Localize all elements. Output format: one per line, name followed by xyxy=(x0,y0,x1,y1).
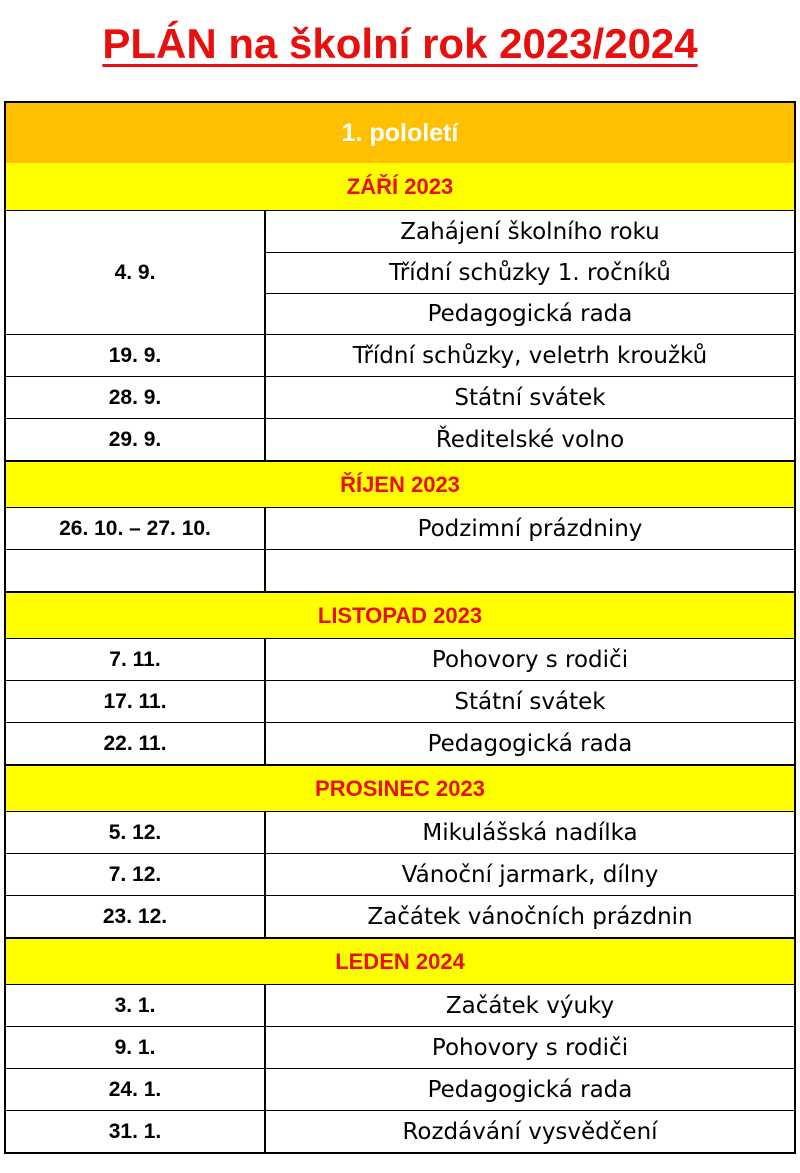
schedule-row xyxy=(6,376,794,418)
date-cell: 7. 12. xyxy=(6,854,266,895)
date-cell: 22. 11. xyxy=(6,723,266,764)
events-cell xyxy=(266,812,794,853)
events-cell xyxy=(266,723,794,764)
date-cell: 4. 9. xyxy=(6,211,266,334)
date-cell: 9. 1. xyxy=(6,1027,266,1068)
events-cell xyxy=(266,1111,794,1152)
schedule-row xyxy=(6,680,794,722)
schedule-row xyxy=(6,895,794,937)
schedule-row xyxy=(6,1068,794,1110)
event-item: Zahájení školního roku xyxy=(400,218,660,245)
date-cell: 24. 1. xyxy=(6,1069,266,1110)
schedule-row xyxy=(6,1026,794,1068)
events-cell xyxy=(266,681,794,722)
schedule-row xyxy=(6,812,794,853)
date-cell: 28. 9. xyxy=(6,377,266,418)
semester-header: 1. pololetí xyxy=(6,103,794,163)
month-header: ZÁŘÍ 2023 xyxy=(6,163,794,211)
event-item: Pedagogická rada xyxy=(266,293,794,334)
schedule-row xyxy=(6,508,794,549)
date-cell: 26. 10. – 27. 10. xyxy=(6,508,266,549)
months-container xyxy=(6,163,794,1152)
event-item: Rozdávání vysvědčení xyxy=(402,1118,658,1145)
event-item: Státní svátek xyxy=(454,384,606,411)
events-cell xyxy=(266,377,794,418)
event-item: Ředitelské volno xyxy=(435,426,625,453)
date-cell: 3. 1. xyxy=(6,985,266,1026)
event-item: Třídní schůzky 1. ročníků xyxy=(266,252,794,293)
events-cell xyxy=(266,419,794,460)
events-cell xyxy=(266,508,794,549)
schedule-row xyxy=(6,985,794,1026)
events-cell xyxy=(266,985,794,1026)
schedule-row xyxy=(6,639,794,680)
month-header: ŘÍJEN 2023 xyxy=(6,460,794,508)
event-item xyxy=(266,550,794,591)
month-header: LEDEN 2024 xyxy=(6,937,794,985)
date-cell: 19. 9. xyxy=(6,335,266,376)
schedule-row xyxy=(6,334,794,376)
schedule-row xyxy=(6,1110,794,1152)
school-year-plan-table xyxy=(4,101,796,1154)
date-cell xyxy=(6,550,266,591)
date-cell: 29. 9. xyxy=(6,419,266,460)
month-header: LISTOPAD 2023 xyxy=(6,591,794,639)
page-title-text: PLÁN na školní rok 2023/2024 xyxy=(102,20,698,67)
schedule-row xyxy=(6,722,794,764)
events-cell xyxy=(266,639,794,680)
event-item: Začátek vánočních prázdnin xyxy=(367,903,693,930)
event-item: Pohovory s rodiči xyxy=(431,1034,629,1061)
schedule-row xyxy=(6,418,794,460)
events-cell xyxy=(266,211,794,334)
date-cell: 23. 12. xyxy=(6,896,266,937)
events-cell xyxy=(266,1027,794,1068)
event-item: Státní svátek xyxy=(454,688,606,715)
schedule-row xyxy=(6,549,794,591)
schedule-row xyxy=(6,211,794,334)
event-item: Pedagogická rada xyxy=(427,730,633,757)
schedule-row xyxy=(6,853,794,895)
event-item: Začátek výuky xyxy=(445,992,615,1019)
month-header: PROSINEC 2023 xyxy=(6,764,794,812)
date-cell: 5. 12. xyxy=(6,812,266,853)
date-cell: 31. 1. xyxy=(6,1111,266,1152)
date-cell: 7. 11. xyxy=(6,639,266,680)
event-item: Třídní schůzky, veletrh kroužků xyxy=(352,342,708,369)
event-item: Pedagogická rada xyxy=(427,1076,633,1103)
events-cell xyxy=(266,1069,794,1110)
event-item: Mikulášská nadílka xyxy=(422,819,638,846)
page-title xyxy=(0,14,800,74)
events-cell xyxy=(266,335,794,376)
event-item: Pohovory s rodiči xyxy=(431,646,629,673)
events-cell xyxy=(266,854,794,895)
date-cell: 17. 11. xyxy=(6,681,266,722)
events-cell xyxy=(266,550,794,591)
event-item: Podzimní prázdniny xyxy=(417,515,643,542)
events-cell xyxy=(266,896,794,937)
event-item: Vánoční jarmark, dílny xyxy=(401,861,659,888)
